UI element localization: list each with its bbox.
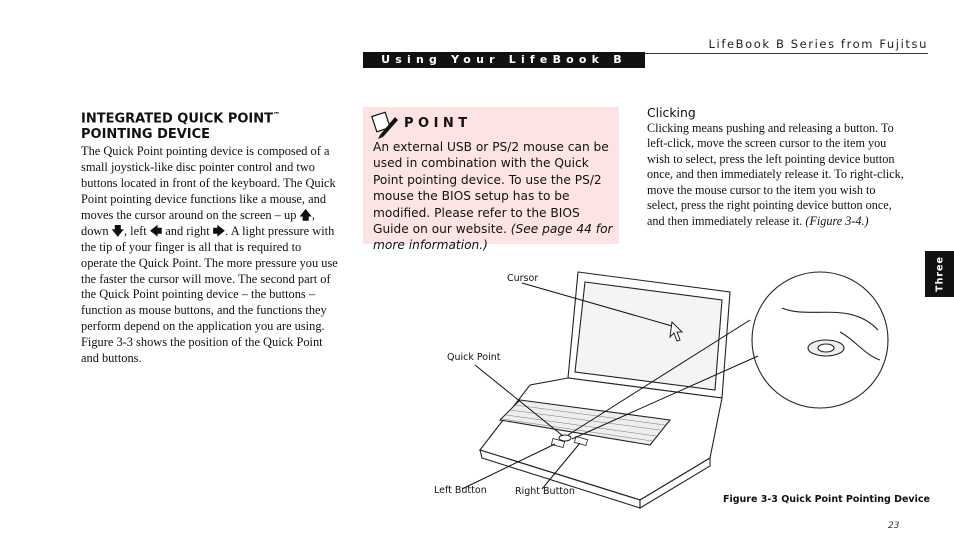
laptop-illustration <box>410 260 890 510</box>
trademark-symbol: ™ <box>273 111 281 119</box>
quick-point-description <box>81 144 339 367</box>
header-rule <box>645 53 928 54</box>
running-head: LifeBook B Series from Fujitsu <box>708 37 928 51</box>
point-note-body: An external USB or PS/2 mouse can be used in combination with the Quick Point pointing device. To use the PS/2 mouse the BIOS setup has to be modified. Please refer to the BIOS Guide on our website. <box>373 140 609 237</box>
up-arrow-icon: 🡅 <box>299 207 312 222</box>
section-heading <box>81 107 339 143</box>
right-button-callout: Right Button <box>515 486 575 497</box>
clicking-description <box>647 121 907 230</box>
point-note-reference: (See page 44 for more information.) <box>373 222 613 253</box>
point-title: POINT <box>404 116 472 131</box>
body-text: The Quick Point pointing device is composed of a small joystick-like disc pointer control and two buttons located in front of the keyboard. The Quick Point pointing device functions like a mouse, and moves the cursor around on the screen – up <box>81 144 336 222</box>
cursor-callout: Cursor <box>507 273 539 284</box>
right-column <box>647 105 907 230</box>
zoom-circle <box>752 272 888 408</box>
quick-point-disc <box>559 435 571 441</box>
page-number: 23 <box>888 521 900 531</box>
left-arrow-icon: 🡄 <box>149 223 163 238</box>
figure-reference: (Figure 3-4.) <box>805 214 869 229</box>
body-text: . A light pressure with the tip of your finger is all that is required to operate the Quick Point. The more pressure you use the faster the cursor will move. The second part of the Quick Point pointing device – the buttons – function as mouse buttons, and the functions they perform depend on the application you are using. Figure 3-3 shows the position of the Quick Point and buttons. <box>81 223 338 366</box>
body-text: , left <box>123 223 150 238</box>
clicking-subheading: Clicking <box>647 105 696 120</box>
heading-line-2: POINTING DEVICE <box>81 127 211 143</box>
point-note-text <box>373 139 615 254</box>
left-button-callout: Left Button <box>434 485 487 496</box>
down-arrow-icon: 🡇 <box>111 223 124 238</box>
point-note-box <box>363 107 619 253</box>
section-title-bar: Using Your LifeBook B Series <box>363 52 645 68</box>
left-column <box>81 107 339 367</box>
heading-line-1: INTEGRATED QUICK POINT <box>81 111 274 127</box>
pencil-icon <box>371 111 401 139</box>
body-text: and right <box>162 223 213 238</box>
chapter-tab-label: Three <box>934 256 945 292</box>
clicking-body-text: Clicking means pushing and releasing a button. To left-click, move the screen cursor to the item you wish to select, press the left pointing device button once, and then immediately release it. To right-click, move the mouse cursor to the item you wish to select, press the right pointing device button once, and then immediately release it. <box>647 120 904 229</box>
body-text: , down <box>81 207 315 238</box>
right-arrow-icon: 🡆 <box>212 223 226 238</box>
quick-point-callout: Quick Point <box>447 352 501 363</box>
chapter-tab <box>925 251 954 297</box>
figure-caption: Figure 3-3 Quick Point Pointing Device <box>723 494 930 505</box>
